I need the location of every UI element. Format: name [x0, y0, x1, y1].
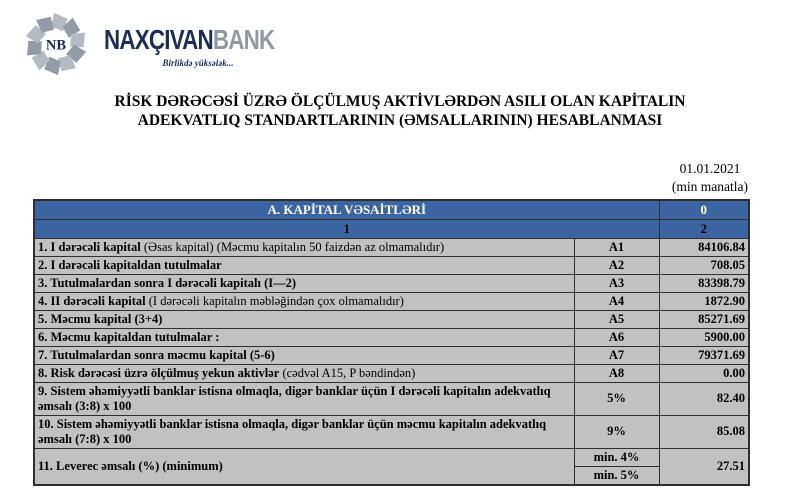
- row-value: 79371.69: [659, 346, 749, 364]
- header-col0-cell: 0: [659, 200, 749, 219]
- row-value: 85.08: [659, 415, 749, 448]
- table-row: [34, 364, 749, 382]
- report-date: 01.01.2021: [679, 161, 741, 176]
- row-value: 708.05: [659, 256, 749, 274]
- row-value: 5900.00: [659, 328, 749, 346]
- row-value: 1872.90: [659, 292, 749, 310]
- row-label: 6. Məcmu kapitaldan tutulmalar :: [34, 328, 574, 346]
- row-label: 1. I dərəcəli kapital (Əsas kapital) (Məcmu kapitalın 50 faizdən az olmamalıdır): [34, 238, 574, 256]
- row-value: 27.51: [659, 448, 749, 485]
- table-row: [34, 346, 749, 364]
- row-label: 4. II dərəcəli kapital (I dərəcəli kapitalın məbləğindən çox olmamalıdır): [34, 292, 574, 310]
- row-code: A3: [574, 274, 659, 292]
- row-code-min4: min. 4%: [574, 448, 659, 466]
- row-code: 5%: [574, 382, 659, 415]
- table-row: [34, 292, 749, 310]
- table-row: [34, 382, 749, 415]
- header-col1-cell: 1: [34, 219, 659, 238]
- row-value: 82.40: [659, 382, 749, 415]
- report-unit: (min manatla): [671, 179, 748, 194]
- table-header-row: [34, 200, 749, 219]
- row-code: A1: [574, 238, 659, 256]
- bank-tagline: Birlikdə yüksələk...: [162, 58, 234, 68]
- document-title-line1: RİSK DƏRƏCƏSİ ÜZRƏ ÖLÇÜLMUŞ AKTİVLƏRDƏN ASILI OLAN KAPİTALIN: [114, 93, 686, 110]
- row-label: 11. Leverec əmsalı (%) (minimum): [34, 448, 574, 485]
- wordmark-secondary: BANK: [212, 24, 275, 55]
- row-value: 85271.69: [659, 310, 749, 328]
- row-code: 9%: [574, 415, 659, 448]
- row-value: 83398.79: [659, 274, 749, 292]
- row-code: A5: [574, 310, 659, 328]
- table-row: [34, 310, 749, 328]
- wordmark-primary: NAXÇIVAN: [104, 24, 213, 55]
- row-code: A7: [574, 346, 659, 364]
- row-code-min5: min. 5%: [574, 466, 659, 485]
- row-label: 10. Sistem əhəmiyyətli banklar istisna olmaqla, digər banklar üçün məcmu kapitalın adekvatlıq əmsalı (7:8) x 100: [34, 415, 574, 448]
- row-label: 3. Tutulmalardan sonra I dərəcəli kapitalı (I—2): [34, 274, 574, 292]
- pinwheel-logo-icon: [22, 10, 90, 78]
- row-label: 8. Risk dərəcəsi üzrə ölçülmuş yekun aktivlər (cədvəl A15, P bəndindən): [34, 364, 574, 382]
- table-colnum-row: [34, 219, 749, 238]
- capital-table: [33, 199, 750, 486]
- table-row: [34, 328, 749, 346]
- row-label: 7. Tutulmalardan sonra məcmu kapital (5-6): [34, 346, 574, 364]
- row-code: A8: [574, 364, 659, 382]
- row-code: A2: [574, 256, 659, 274]
- row-label: 5. Məcmu kapital (3+4): [34, 310, 574, 328]
- row-code: A4: [574, 292, 659, 310]
- bank-wordmark: [104, 24, 274, 56]
- header-col2-cell: 2: [659, 219, 749, 238]
- document-title-line2: ADEKVATLIQ STANDARTLARININ (ƏMSALLARININ) HESABLANMASI: [137, 112, 663, 129]
- table-row: [34, 415, 749, 448]
- row-code: A6: [574, 328, 659, 346]
- report-meta: [672, 160, 748, 196]
- table-row: [34, 238, 749, 256]
- row-value: 84106.84: [659, 238, 749, 256]
- table-row: [34, 256, 749, 274]
- row-label: 9. Sistem əhəmiyyətli banklar istisna olmaqla, digər banklar üçün I dərəcəli kapitalın adekvatlıq əmsalı (3:8) x 100: [34, 382, 574, 415]
- logo-monogram: NB: [45, 37, 67, 54]
- section-title-cell: A. KAPİTAL VƏSAİTLƏRİ: [34, 200, 659, 219]
- table-row: [34, 274, 749, 292]
- document-title: [0, 92, 800, 130]
- bank-logo: [18, 6, 318, 86]
- row-label: 2. I dərəcəli kapitaldan tutulmalar: [34, 256, 574, 274]
- table-row: [34, 448, 749, 466]
- row-value: 0.00: [659, 364, 749, 382]
